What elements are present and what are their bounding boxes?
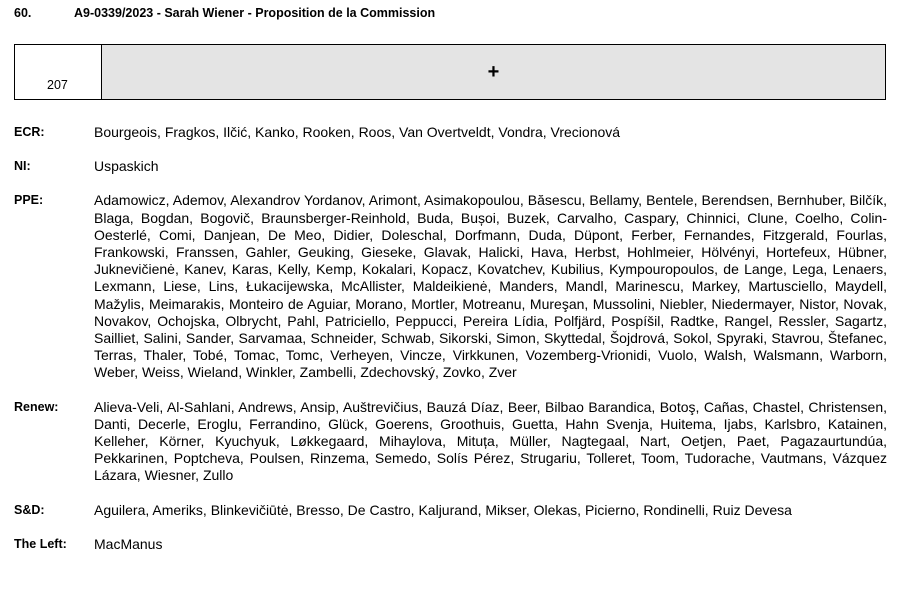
group-label: ECR: [14, 125, 45, 139]
group-ni [14, 158, 887, 175]
group-members: Bourgeois, Fragkos, Ilčić, Kanko, Rooken, Roos, Van Overtveldt, Vondra, Vrecionová [94, 124, 621, 140]
group-sd [14, 502, 887, 519]
political-groups-list [14, 124, 887, 570]
group-members: Uspaskich [94, 158, 159, 175]
vote-count: 207 [47, 78, 68, 92]
group-label: The Left: [14, 536, 67, 551]
vote-result-box [14, 44, 886, 100]
group-members: MacManus [94, 535, 163, 552]
group-label: PPE: [14, 193, 44, 208]
group-label: S&D: [14, 502, 45, 517]
group-label: NI: [14, 159, 31, 174]
group-label: Renew: [14, 399, 59, 414]
vote-title: A9-0339/2023 - Sarah Wiener - Proposition de la Commission [74, 6, 436, 20]
group-members: Aguilera, Ameriks, Blinkevičiūtė, Bresso, De Castro, Kaljurand, Mikser, Olekas, Picierno, Rondinelli, Ruiz Devesa [94, 501, 792, 518]
group-ecr [14, 124, 887, 141]
group-the-left [14, 536, 887, 553]
group-members: Adamowicz, Ademov, Alexandrov Yordanov, Arimont, Asimakopoulou, Băsescu, Bellamy, Bentele, Berendsen, Bernhuber, Bilčík, Blaga, Bogdan, Bogovič, Braunsberger-Reinhold, Buda, Bușoi, Buzek, Carvalho, Caspary, Chinnici, Clune, Coelho, Colin-Oesterlé, Comi, Danjean, De Meo, Didier, Doleschal, Dorfmann, Duda, Düpont, Ferber, Fernandes, Fitzgerald, Fourlas, Frankowski, Franssen, Gahler, Geuking, Gieseke, Glavak, Halicki, Hava, Herbst, Hohlmeier, Hölvényi, Hortefeux, Hübner, Juknevičienė, Kanev, Karas, Kelly, Kemp, Kokalari, Kopacz, Kovatchev, Kubilius, Kympouropoulos, de Lange, Lega, Lenaers, Lexmann, Liese, Lins, Łukacijewska, McAllister, Maldeikienė, Manders, Mandl, Marinescu, Markey, Martusciello, Maydell, Mažylis, Meimarakis, Monteiro de Aguiar, Morano, Mortler, Motreanu, Mureşan, Mussolini, Niebler, Niedermayer, Nistor, Novak, Novakov, Ochojska, Olbrycht, Pahl, Patriciello, Peppucci, Pereira Lídia, Polfjärd, Pospíšil, Radtke, Rangel, Ressler, Sagartz, Sailliet, Salini, Sander, Sarvamaa, Schneider, Schwab, Sikorski, Simon, Skyttedal, Šojdrová, Sokol, Spyraki, Stavrou, Štefanec, Terras, Thaler, Tobé, Tomac, Tomc, Verheyen, Vincze, Virkkunen, Vozemberg-Vrionidi, Vuolo, Walsh, Walsmann, Warborn, Weber, Weiss, Wieland, Winkler, Zambelli, Zdechovský, Zovko, Zver [94, 192, 887, 381]
group-renew [14, 399, 887, 485]
vote-header [14, 6, 435, 20]
vote-number: 60. [14, 6, 32, 20]
vote-sign-cell [102, 45, 885, 99]
vote-count-cell [15, 45, 102, 99]
group-ppe [14, 192, 887, 381]
vote-sign: + [487, 60, 500, 83]
group-members: Alieva-Veli, Al-Sahlani, Andrews, Ansip, Auštrevičius, Bauzá Díaz, Beer, Bilbao Barandica, Botoş, Cañas, Chastel, Christensen, Danti, Decerle, Eroglu, Ferrandino, Glück, Goerens, Groothuis, Guetta, Hahn Svenja, Huitema, Ijabs, Karlsbro, Katainen, Kelleher, Körner, Kyuchyuk, Løkkegaard, Mihaylova, Mituța, Müller, Nagtegaal, Nart, Oetjen, Paet, Pagazaurtundúa, Pekkarinen, Poptcheva, Poulsen, Rinzema, Semedo, Solís Pérez, Strugariu, Tolleret, Toom, Tudorache, Vautmans, Vázquez Lázara, Wiesner, Zullo [94, 398, 887, 484]
